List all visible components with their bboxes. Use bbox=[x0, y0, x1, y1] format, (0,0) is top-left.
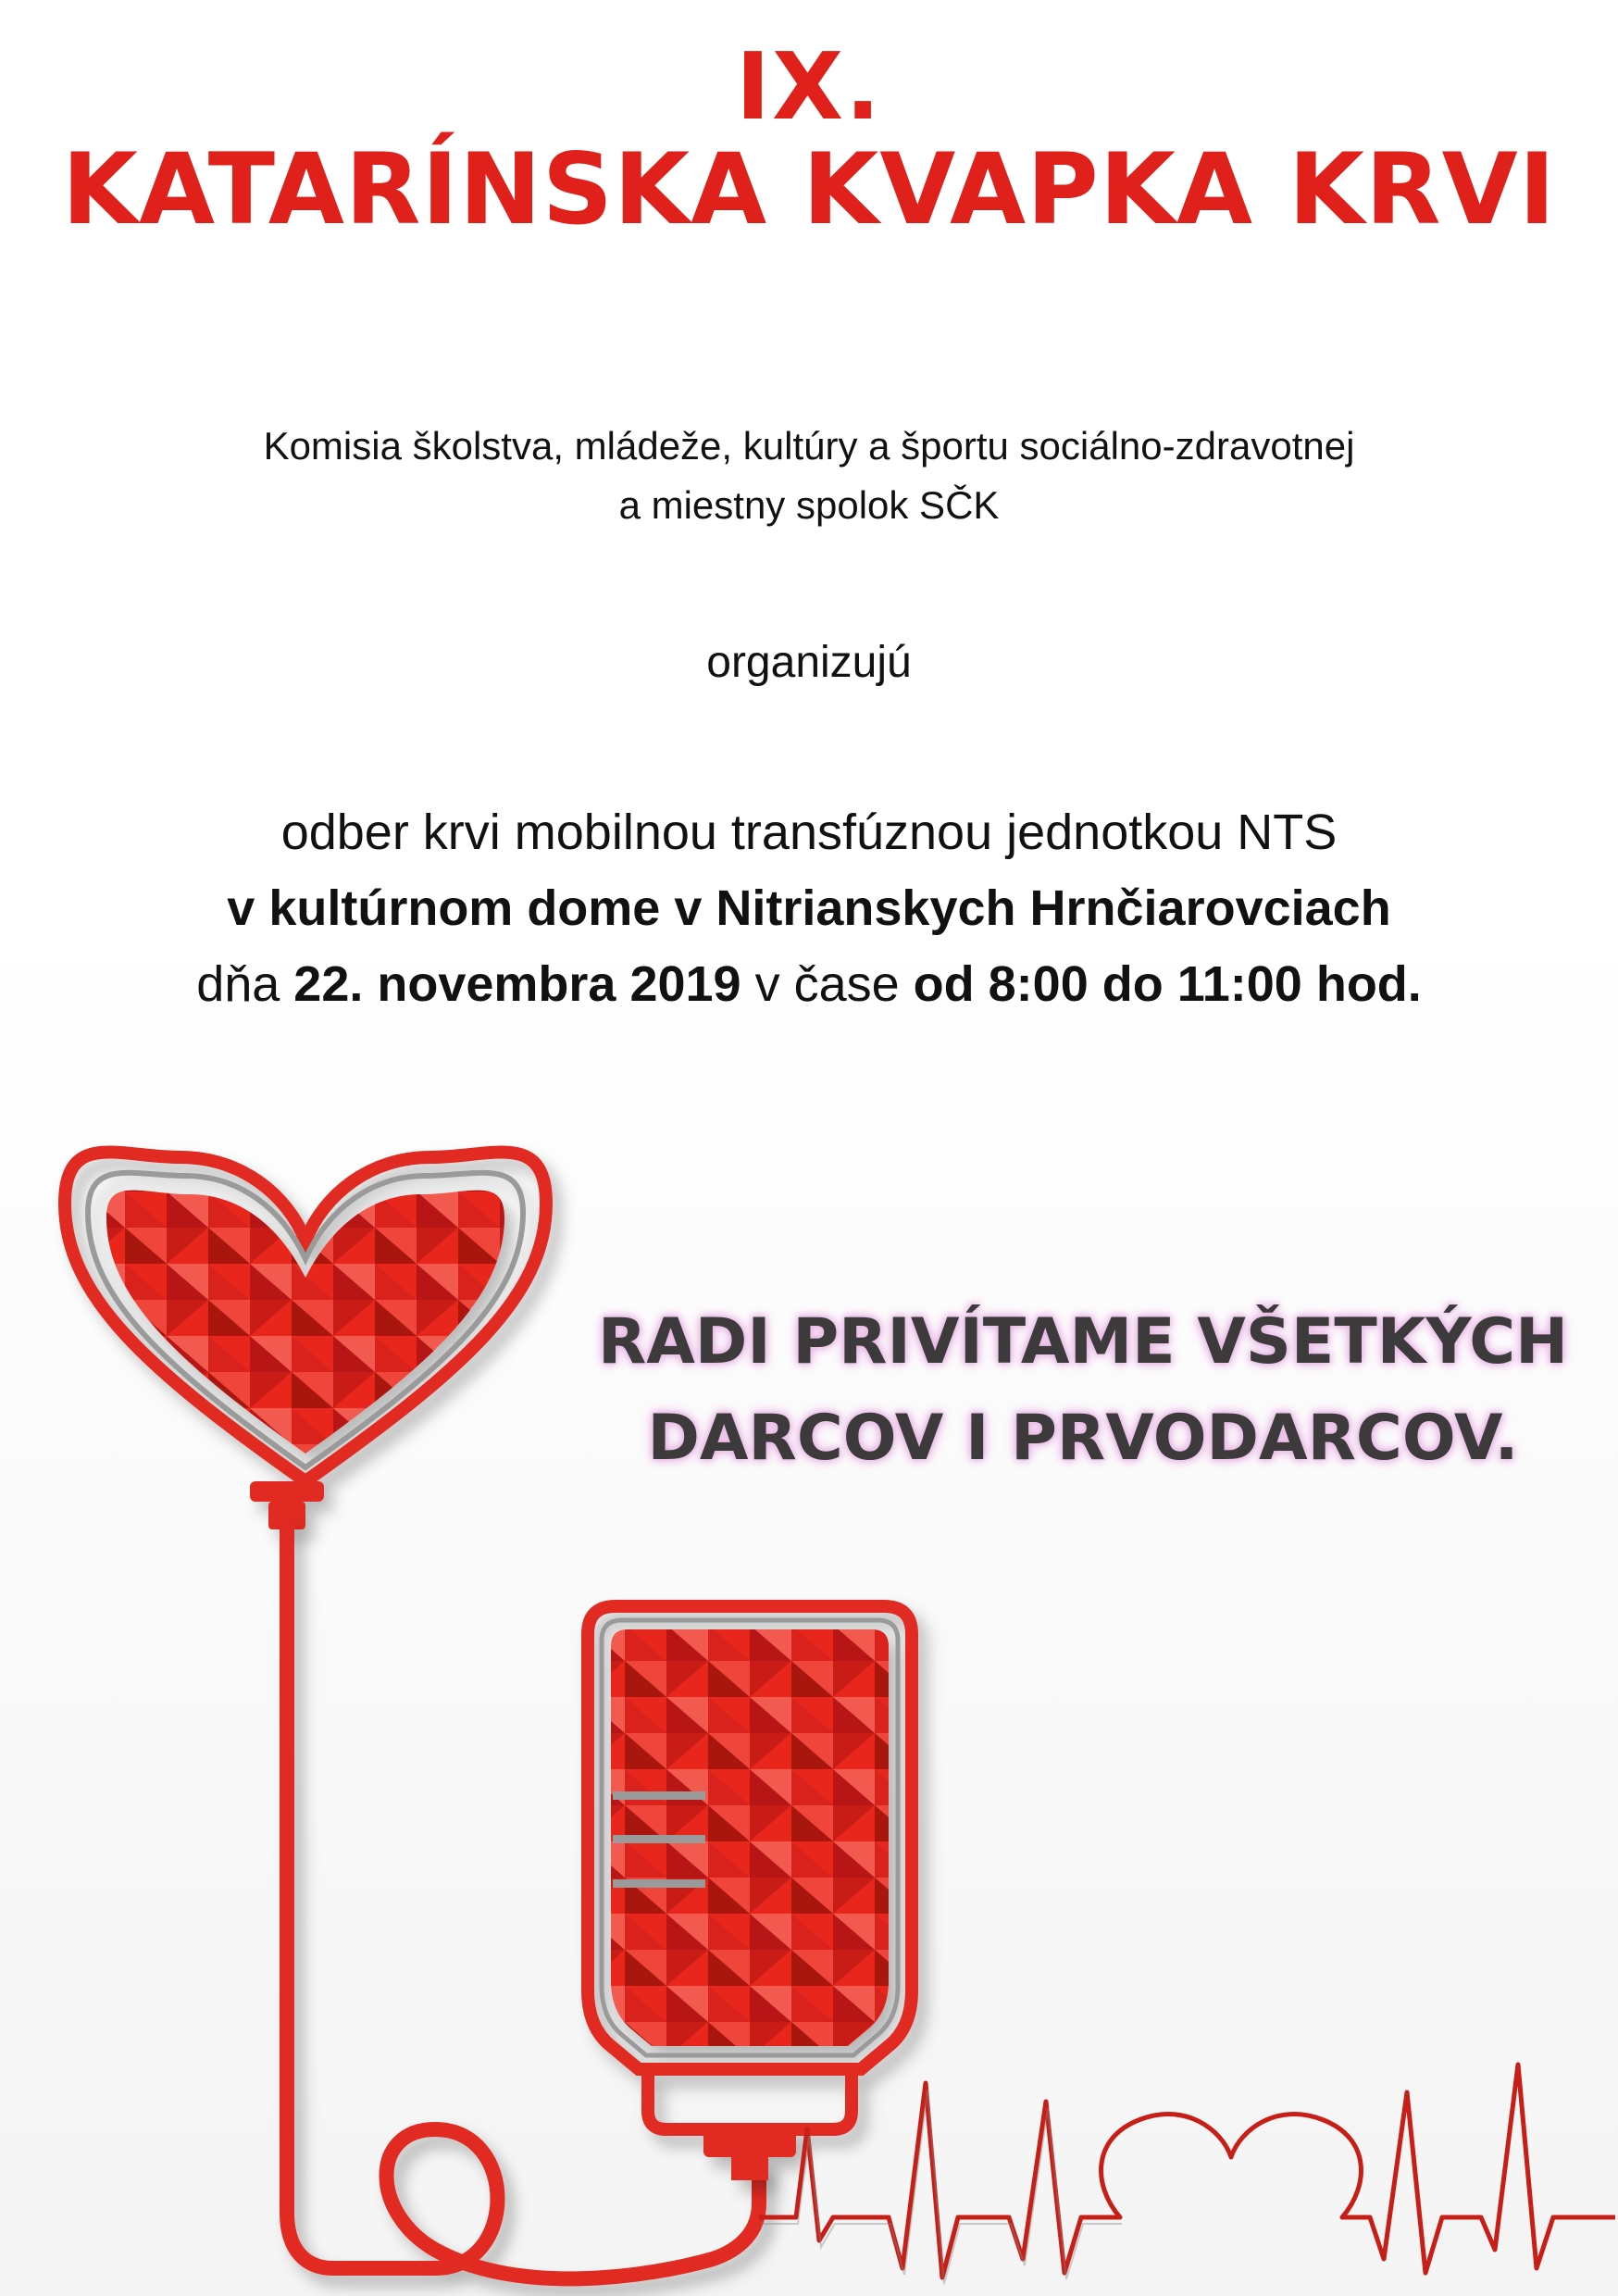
heart-bag-icon bbox=[65, 1152, 546, 1529]
event-time: od 8:00 do 11:00 hod. bbox=[913, 956, 1422, 1012]
event-title: KATARÍNSKA KVAPKA KRVI bbox=[61, 132, 1557, 246]
organizers-line-1: Komisia školstva, mládeže, kultúry a športu sociálno-zdravotnej bbox=[263, 424, 1355, 468]
event-location: v kultúrnom dome v Nitrianskych Hrnčiarovciach bbox=[227, 880, 1391, 936]
blood-bag-icon bbox=[588, 1606, 912, 2180]
organizers-line-2: a miestny spolok SČK bbox=[618, 483, 1000, 527]
date-prefix: dňa bbox=[196, 956, 294, 1012]
welcome-line-1: RADI PRIVÍTAME VŠETKÝCH bbox=[597, 1305, 1569, 1379]
edition-number: IX. bbox=[735, 32, 883, 141]
event-date: 22. novembra 2019 bbox=[293, 956, 741, 1012]
heartbeat-line-icon bbox=[759, 2065, 1615, 2284]
organize-verb: organizujú bbox=[706, 638, 912, 687]
welcome-message bbox=[592, 1294, 1574, 1487]
time-prefix: v čase bbox=[741, 956, 914, 1012]
event-description: odber krvi mobilnou transfúznou jednotkou NTS bbox=[280, 805, 1338, 860]
welcome-line-2: DARCOV I PRVODARCOV. bbox=[647, 1402, 1519, 1475]
